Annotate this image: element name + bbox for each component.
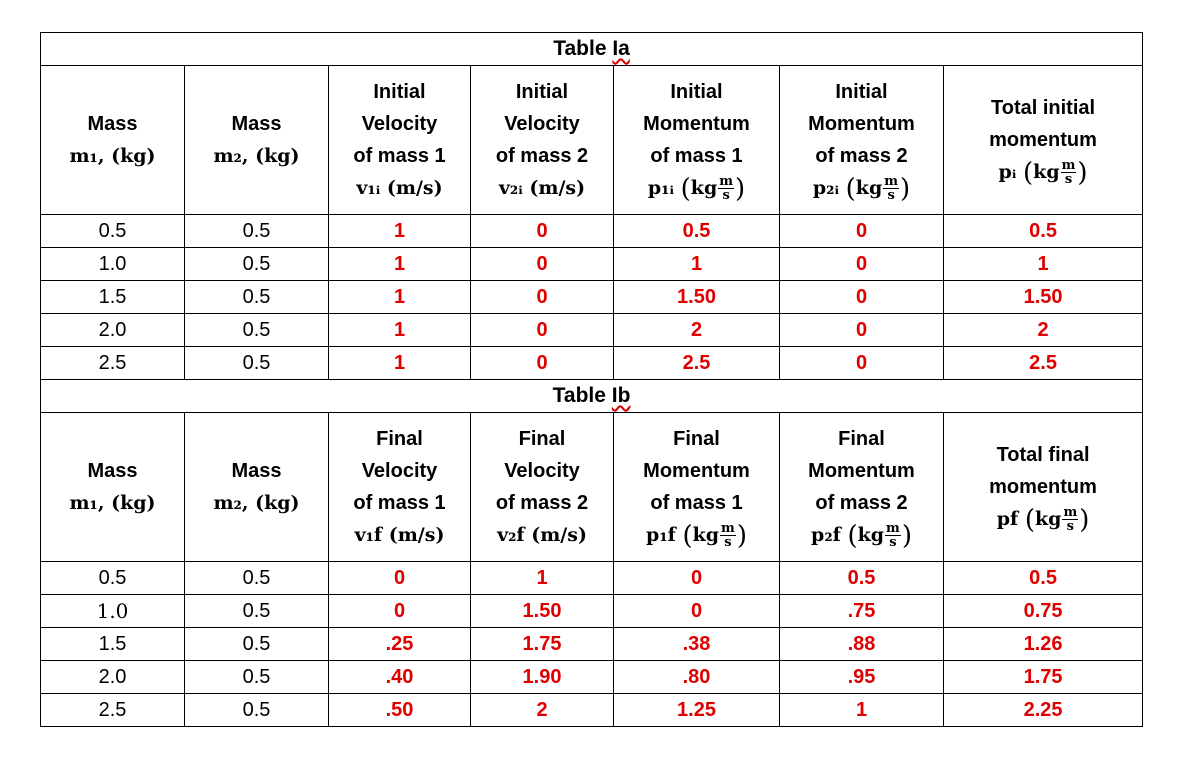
table-cell: 0.5	[185, 281, 329, 314]
table-cell: 0.5	[614, 215, 780, 248]
table-cell: 0	[780, 281, 944, 314]
header-final-velocity-2: Final Velocity of mass 2 v₂f (m/s)	[471, 413, 614, 562]
table-cell: 0.5	[185, 562, 329, 595]
table-a-header-row	[41, 66, 1143, 215]
header-total-final-momentum: Total final momentum pf (kg $\frac{m}{s}$ )	[944, 413, 1143, 562]
table-cell: 0.5	[41, 215, 185, 248]
table-cell: 0	[471, 347, 614, 380]
table-cell: 2.0	[41, 661, 185, 694]
table-cell: 1	[944, 248, 1143, 281]
table-row	[41, 694, 1143, 727]
table-cell: 1.50	[471, 595, 614, 628]
table-cell: .38	[614, 628, 780, 661]
header-final-momentum-1: Final Momentum of mass 1 p₁f (kg $\frac{m}{s}$ )	[614, 413, 780, 562]
table-cell: 1	[329, 314, 471, 347]
table-cell: 2.5	[944, 347, 1143, 380]
table-cell: 0	[329, 595, 471, 628]
table-a-title: Table Ia	[41, 33, 1143, 66]
header-mass2: Mass m₂, (kg)	[185, 66, 329, 215]
table-cell: 0	[471, 248, 614, 281]
table-cell: 0	[780, 347, 944, 380]
table-b-title: Table Ib	[41, 380, 1143, 413]
table-cell: 0.5	[185, 694, 329, 727]
table-cell: 0.5	[41, 562, 185, 595]
table-cell: 1.0	[41, 248, 185, 281]
table-cell: 1	[329, 215, 471, 248]
table-cell: 2.5	[41, 347, 185, 380]
table-cell: 0.5	[185, 248, 329, 281]
table-cell: 0	[614, 595, 780, 628]
table-cell: 0.75	[944, 595, 1143, 628]
table-cell: 0	[329, 562, 471, 595]
header-final-momentum-2: Final Momentum of mass 2 p₂f (kg $\frac{m}{s}$ )	[780, 413, 944, 562]
header-initial-velocity-1: Initial Velocity of mass 1 v₁ᵢ (m/s)	[329, 66, 471, 215]
table-cell: 1.75	[944, 661, 1143, 694]
table-cell: 1.26	[944, 628, 1143, 661]
table-row	[41, 314, 1143, 347]
header-initial-momentum-1: Initial Momentum of mass 1 p₁ᵢ (kg $\frac{m}{s}$ )	[614, 66, 780, 215]
table-cell: 2	[944, 314, 1143, 347]
table-cell: 1.90	[471, 661, 614, 694]
table-cell: 1.75	[471, 628, 614, 661]
table-cell: 0	[471, 281, 614, 314]
table-cell: 0	[471, 314, 614, 347]
table-cell: 0.5	[185, 347, 329, 380]
table-cell: 0	[780, 215, 944, 248]
table-cell: 1	[329, 347, 471, 380]
header-mass2: Mass m₂, (kg)	[185, 413, 329, 562]
table-cell: 2.5	[614, 347, 780, 380]
table-cell: 2	[471, 694, 614, 727]
table-cell: 0.5	[944, 215, 1143, 248]
table-cell: 1.0	[41, 595, 185, 628]
table-cell: 1	[780, 694, 944, 727]
table-row	[41, 562, 1143, 595]
table-row	[41, 248, 1143, 281]
table-cell: 2	[614, 314, 780, 347]
header-initial-velocity-2: Initial Velocity of mass 2 v₂ᵢ (m/s)	[471, 66, 614, 215]
table-cell: 0	[780, 248, 944, 281]
table-row	[41, 281, 1143, 314]
table-cell: .75	[780, 595, 944, 628]
momentum-table	[40, 32, 1143, 727]
table-cell: 1	[329, 281, 471, 314]
table-row	[41, 661, 1143, 694]
table-cell: 2.5	[41, 694, 185, 727]
table-cell: 0.5	[185, 595, 329, 628]
table-cell: 2.25	[944, 694, 1143, 727]
table-row	[41, 595, 1143, 628]
momentum-tables-document	[40, 32, 1142, 727]
table-cell: .40	[329, 661, 471, 694]
table-cell: 1	[329, 248, 471, 281]
table-cell: .95	[780, 661, 944, 694]
table-cell: 0	[471, 215, 614, 248]
table-row	[41, 347, 1143, 380]
table-b-header-row	[41, 413, 1143, 562]
table-cell: 1.50	[614, 281, 780, 314]
table-cell: 0.5	[185, 314, 329, 347]
table-cell: 0.5	[944, 562, 1143, 595]
table-cell: 1	[614, 248, 780, 281]
table-row	[41, 215, 1143, 248]
table-cell: 1.5	[41, 281, 185, 314]
table-cell: 1.50	[944, 281, 1143, 314]
header-total-initial-momentum: Total initial momentum pᵢ (kg $\frac{m}{s}$ )	[944, 66, 1143, 215]
table-cell: 0	[780, 314, 944, 347]
header-final-velocity-1: Final Velocity of mass 1 v₁f (m/s)	[329, 413, 471, 562]
table-cell: .80	[614, 661, 780, 694]
table-cell: .88	[780, 628, 944, 661]
table-cell: 0	[614, 562, 780, 595]
table-cell: .50	[329, 694, 471, 727]
table-cell: .25	[329, 628, 471, 661]
table-cell: 1.5	[41, 628, 185, 661]
table-cell: 0.5	[185, 215, 329, 248]
table-cell: 1	[471, 562, 614, 595]
table-cell: 0.5	[780, 562, 944, 595]
header-initial-momentum-2: Initial Momentum of mass 2 p₂ᵢ (kg $\frac{m}{s}$ )	[780, 66, 944, 215]
header-mass1: Mass m₁, (kg)	[41, 66, 185, 215]
table-cell: 2.0	[41, 314, 185, 347]
table-cell: 0.5	[185, 628, 329, 661]
table-cell: 1.25	[614, 694, 780, 727]
table-cell: 0.5	[185, 661, 329, 694]
table-row	[41, 628, 1143, 661]
header-mass1: Mass m₁, (kg)	[41, 413, 185, 562]
